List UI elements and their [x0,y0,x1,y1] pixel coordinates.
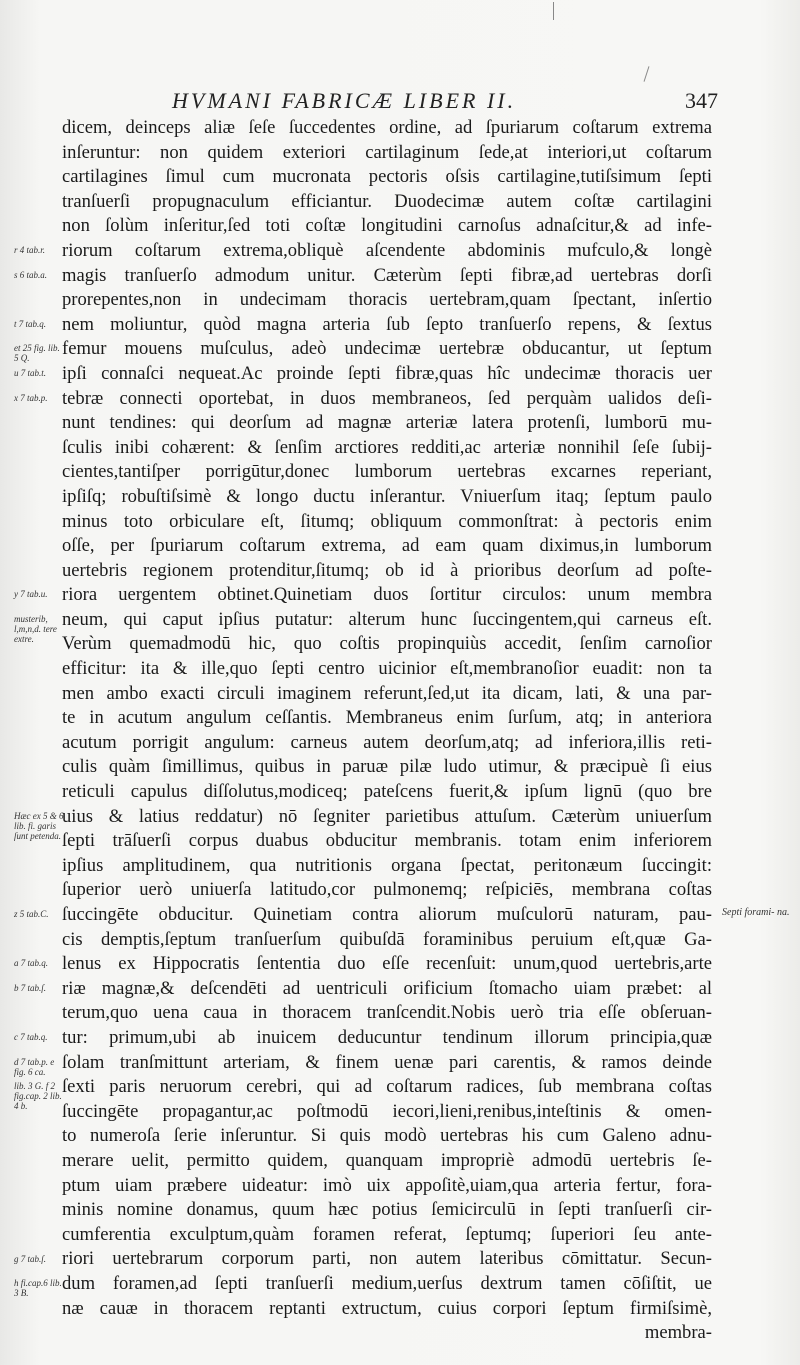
margin-note-left: b 7 tab.ſ. [14,983,47,993]
text-line: femur mouens muſculus, adeò undecimæ uertebræ obducantur, ut ſeptum [62,338,712,360]
margin-note-left: g 7 tab.ſ. [14,1253,47,1264]
text-line: ipſiſq; robuſtiſsimè & longo ductu inſerantur. Vniuerſum itaq; ſeptum paulo [62,485,712,507]
text-line: tebræ connecti oportebat, in duos membraneos, ſed perquàm ualidos deſi- [62,387,712,409]
text-line: riorum coſtarum extrema,obliquè aſcendente abdominis mufculo,& longè [62,239,712,261]
running-title: HVMANI FABRICÆ LIBER II. [172,88,517,113]
text-line: cumferentia exculptum,quàm foramen referat, ſeptumq; ſuperiori ſeu ante- [62,1223,712,1245]
text-line: cartilagines ſimul cum mucronata pectoris oſsis cartilagine,tutiſsimum ſepti [62,166,712,188]
page-number: 347 [685,88,718,113]
margin-note-left: r 4 tab.r. [14,245,46,255]
text-line: cis demptis,ſeptum tranſuerſum quibuſdā foraminibus peruium eſt,quæ Ga- [62,928,712,950]
text-line: culis quàm ſimillimus, quibus in paruæ pilæ ludo utimur, & præcipuè ſi eius [62,756,712,778]
text-line: tranſuerſi propugnaculum efficiantur. Duodecimæ autem coſtæ cartilagini [62,190,712,212]
text-line: tur: primum,ubi ab inuicem deducuntur tendinum illorum principia,quæ [62,1026,712,1048]
text-line: merare uelit, permitto quidem, quanquam impropriè admodū uertebris ſe- [62,1149,712,1171]
text-line: Verùm quemadmodū hic, quo coſtis propinquiùs accedit, ſenſim carnoſior [62,633,712,655]
scan-mark [644,66,650,82]
text-line: ipſi connaſci nequeat.Ac proinde ſepti fibræ,quas hîc undecimæ thoracis uer [62,362,712,384]
margin-note-left: Hæc ex 5 & 6 lib. fi. garis ſunt petenda. [14,810,64,841]
text-line: reticuli capulus diſſolutus,modiceq; pateſcens fuerit,& ipſum lignū (quo bre [62,781,712,803]
text-line: membra- [644,1322,712,1344]
text-line: uertebris regionem protenditur,ſitumq; ob id à prioribus deorſum ad poſte- [62,559,712,581]
margin-note-left: a 7 tab.q. [14,958,49,969]
margin-note-left: y 7 tab.u. [14,589,48,600]
margin-note-left: c 7 tab.q. [14,1032,48,1043]
text-line: lenus ex Hippocratis ſententia duo eſſe recenſuit: unum,quod uertebris,arte [62,953,712,975]
page-header [172,88,718,116]
text-line: riora uergentem obtinet.Quinetiam duos ſortitur circulos: unum membra [62,584,712,606]
margin-note-left: z 5 tab.C. [14,909,49,920]
text-line: ſuccingēte propagantur,ac poſtmodū iecori,lieni,renibus,inteſtinis & omen- [62,1100,712,1122]
text-line: ſepti trāſuerſi corpus duabus obducitur membranis. totam enim inferiorem [62,830,712,852]
text-line: ptum uiam præbere uideatur: imò uix appoſitè,uiam,qua arteria fertur, fora- [62,1174,712,1196]
text-line: ſculis inibi cohærent: & ſenſim arctiores redditi,ac arteriæ nonnihil ſeſe ſubij- [62,436,712,458]
text-line: cientes,tantiſper porrigūtur,donec lumborum uertebras excarnes reperiant, [62,461,712,483]
margin-note-left: u 7 tab.t. [14,368,47,378]
text-line: ſolam tranſmittunt arteriam, & finem uenæ pari carentis, & ramos deinde [62,1051,712,1073]
text-line: næ cauæ in thoracem reptanti extructum, cuius corpori ſeptum firmiſsimè, [62,1297,712,1319]
margin-note-left: s 6 tab.a. [14,269,48,280]
text-line: nem moliuntur, quòd magna arteria ſub ſepto tranſuerſo repens, & ſextus [62,313,712,335]
text-line: terum,quo uena caua in thoracem tranſcendit.Nobis uerò tria eſſe obſeruan- [62,1002,712,1024]
scan-mark [553,2,554,20]
text-line: ipſius amplitudinem, qua nutritionis organa ſpectat, peritonæum ſuccingit: [62,854,712,876]
text-line: riæ magnæ,& deſcendēti ad uentriculi orificium ſtomacho uiam præbet: al [62,977,712,999]
text-line: to numeroſa ſerie inſeruntur. Si quis modò uertebras his cum Galeno adnu- [62,1125,712,1147]
text-line: inſeruntur: non quidem exteriori cartilaginum ſede,at interiori,ut coſtarum [62,141,712,163]
text-line: men ambo exacti circuli imaginem referunt,ſed,ut ita dicam, lati, & una par- [62,682,712,704]
text-line: ſuccingēte obducitur. Quinetiam contra aliorum muſculorū naturam, pau- [62,904,712,925]
margin-note-left: musterib, l,m,n,d. tere extre. [14,614,57,644]
text-line: oſſe, per ſpuriarum coſtarum extrema, ad eam quam diximus,in lumborum [62,535,712,557]
text-line: minis nomine donamus, quum hæc potius ſemicirculū in ſepti tranſuerſi cir- [62,1199,712,1221]
margin-note-left: t 7 tab.q. [14,318,47,329]
margin-note-left: x 7 tab.p. [14,392,48,403]
text-line: ſuperior uerò uniuerſa latitudo,cor pulmonemq; reſpiciēs, membrana coſtas [62,879,712,901]
margin-note-left: d 7 tab.p. e fig. 6 ca. [14,1056,55,1077]
text-line: uius & latius reddatur) nō ſegniter parietibus attuſum. Cæterùm uniuerſum [62,805,712,827]
text-line: neum, qui caput ipſius putatur: alterum hunc ſuccingentem,qui carneus eſt. [62,608,712,630]
body-text [62,116,712,1346]
text-line: dum foramen,ad ſepti tranſuerſi medium,uerſus dextrum tamen cōſiſtit, ue [62,1272,712,1294]
text-line: dicem, deinceps aliæ ſeſe ſuccedentes ordine, ad ſpuriarum coſtarum extrema [62,117,712,138]
text-line: prorepentes,non in undecimam thoracis uertebram,quam ſpectant, inſertio [62,289,712,311]
text-line: te in acutum angulum ceſſantis. Membraneus enim ſurſum, atq; in anteriora [62,707,712,729]
margin-note-right: Septi forami- na. [722,907,790,919]
text-line: minus toto orbiculare eſt, ſitumq; obliquum commonſtrat: à pectoris enim [62,510,712,532]
margin-note-left: h fi.cap.6 lib. 3 B. [14,1278,62,1299]
text-line: acutum porrigit angulum: carneus autem deorſum,atq; ad inferiora,illis reti- [62,731,712,753]
text-line: riori uertebrarum corporum parti, non autem lateribus cōmittatur. Secun- [62,1248,712,1270]
text-line: efficitur: ita & ille,quo ſepti centro uicinior eſt,membranoſior euadit: non ta [62,658,712,680]
text-line: nunt tendines: qui deorſum ad magnæ arteriæ latera protenſi, lumborū mu- [62,412,712,434]
margin-note-left: lib. 3 G. f 2 fig.cap. 2 lib. 4 b. [14,1081,62,1112]
text-line: magis tranſuerſo admodum unitur. Cæterùm ſepti fibræ,ad uertebras dorſi [62,264,712,286]
text-line: ſexti paris neruorum cerebri, qui ad coſtarum radices, ſub membrana coſtas [62,1076,712,1098]
margin-note-left: et 25 fig. lib. 5 Q. [14,343,60,364]
text-line: non ſolùm inſeritur,ſed toti coſtæ longitudini carnoſus adnaſcitur,& ad infe- [62,215,712,237]
